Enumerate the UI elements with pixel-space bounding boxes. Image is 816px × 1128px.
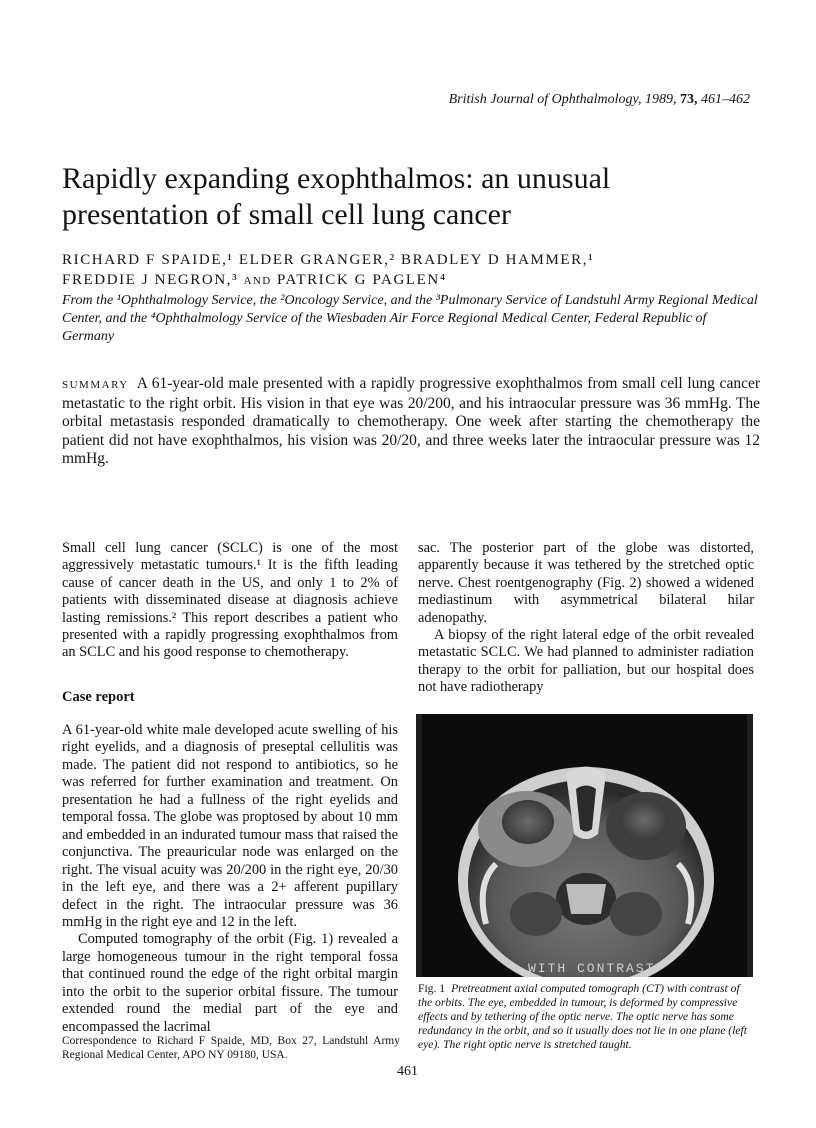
author-line-1: RICHARD F SPAIDE,¹ ELDER GRANGER,² BRADLEY D HAMMER,¹ [62,252,595,268]
journal-volume: 73, [680,92,698,107]
ct-scan-image [416,714,753,977]
case-paragraph-1: A 61-year-old white male developed acute swelling of his right eyelids, and a diagnosis of preseptal cellulitis was made. The patient did not respond to antibiotics, so he was referred for further examination and treatment. On presentation he had a fullness of the right eyelids and temporal fossa. The globe was proptosed by about 10 mm and embedded in an indurated tumour mass that raised the conjunctiva. The preauricular node was enlarged on the right. The visual acuity was 20/200 in the right eye, 20/30 in the left eye, and there was a 2+ afferent pupillary defect in the right. The intraocular pressure was 36 mmHg in the right eye and 12 in the left. [62,722,398,930]
author-list [62,250,762,291]
journal-pages: 461–462 [701,92,750,107]
summary-label: SUMMARY [62,379,129,391]
case-paragraph-2: Computed tomography of the orbit (Fig. 1) revealed a large homogeneous tumour in the right temporal fossa that continued round the edge of the right orbital margin into the orbit to the superior orbital fissure. The tumour extended round the medial part of the eye and encompassed the lacrimal [62,931,398,1035]
intro-paragraph [62,540,398,662]
figure-caption-text: Pretreatment axial computed tomograph (CT) with contrast of the orbits. The eye, embedded in tumour, is deformed by compressive effects and by tethering of the optic nerve. The optic nerve has some redundancy in the orbit, and so it usually does not lie in one plane (left eye). The right optic nerve is stretched taught. [418,982,747,1052]
affiliation: From the ¹Ophthalmology Service, the ²Oncology Service, and the ³Pulmonary Service of Landstuhl Army Regional Medical Center, and the ⁴Ophthalmology Service of the Wiesbaden Air Force Regional Medical Center, Federal Republic of Germany [62,293,758,344]
right-column-text [418,540,754,697]
page-number: 461 [397,1064,418,1079]
author-line-2 [62,270,762,291]
case-report-heading: Case report [62,689,135,705]
ct-overlay-label: WITH CONTRAST [528,961,656,976]
figure-caption [418,982,754,1052]
ct-scan-figure [416,714,753,977]
figure-label: Fig. 1 [418,982,446,995]
right-paragraph-1: sac. The posterior part of the globe was distorted, apparently because it was tethered by the stretched optic nerve. Chest roentgenography (Fig. 2) showed a widened mediastinum with asymmetrical bilateral hilar adenopathy. [418,540,754,626]
right-paragraph-2: A biopsy of the right lateral edge of the orbit revealed metastatic SCLC. We had planned to administer radiation therapy to the orbit for palliation, but our hospital does not have radiotherapy [418,627,754,696]
article-title: Rapidly expanding exophthalmos: an unusual presentation of small cell lung cancer [62,162,611,231]
author-negron: FREDDIE J NEGRON,³ [62,272,239,288]
case-report-body [62,722,398,1036]
journal-year: 1989, [645,92,677,107]
author-paglen: PATRICK G PAGLEN⁴ [276,272,447,288]
journal-header [449,92,750,108]
correspondence-note: Correspondence to Richard F Spaide, MD, Box 27, Landstuhl Army Regional Medical Center, APO NY 09180, USA. [62,1035,400,1061]
summary-text: A 61-year-old male presented with a rapidly progressive exophthalmos from small cell lung cancer metastatic to the right orbit. His vision in that eye was 20/200, and his intraocular pressure was 36 mmHg. The orbital metastasis responded dramatically to chemotherapy. One week after starting the chemotherapy the patient did not have exophthalmos, his vision was 20/20, and three weeks later the intraocular pressure was 12 mmHg. [62,375,760,467]
journal-name: British Journal of Ophthalmology, [448,92,642,107]
author-and: AND [243,275,272,287]
summary [62,375,760,469]
intro-text: Small cell lung cancer (SCLC) is one of the most aggressively metastatic tumours.¹ It is the fifth leading cause of cancer death in the US, and only 1 to 2% of patients with disseminated disease at diagnosis achieve lasting remissions.² This report describes a patient who presented with a rapidly progressing exophthalmos from an SCLC and his good response to chemotherapy. [62,540,398,661]
